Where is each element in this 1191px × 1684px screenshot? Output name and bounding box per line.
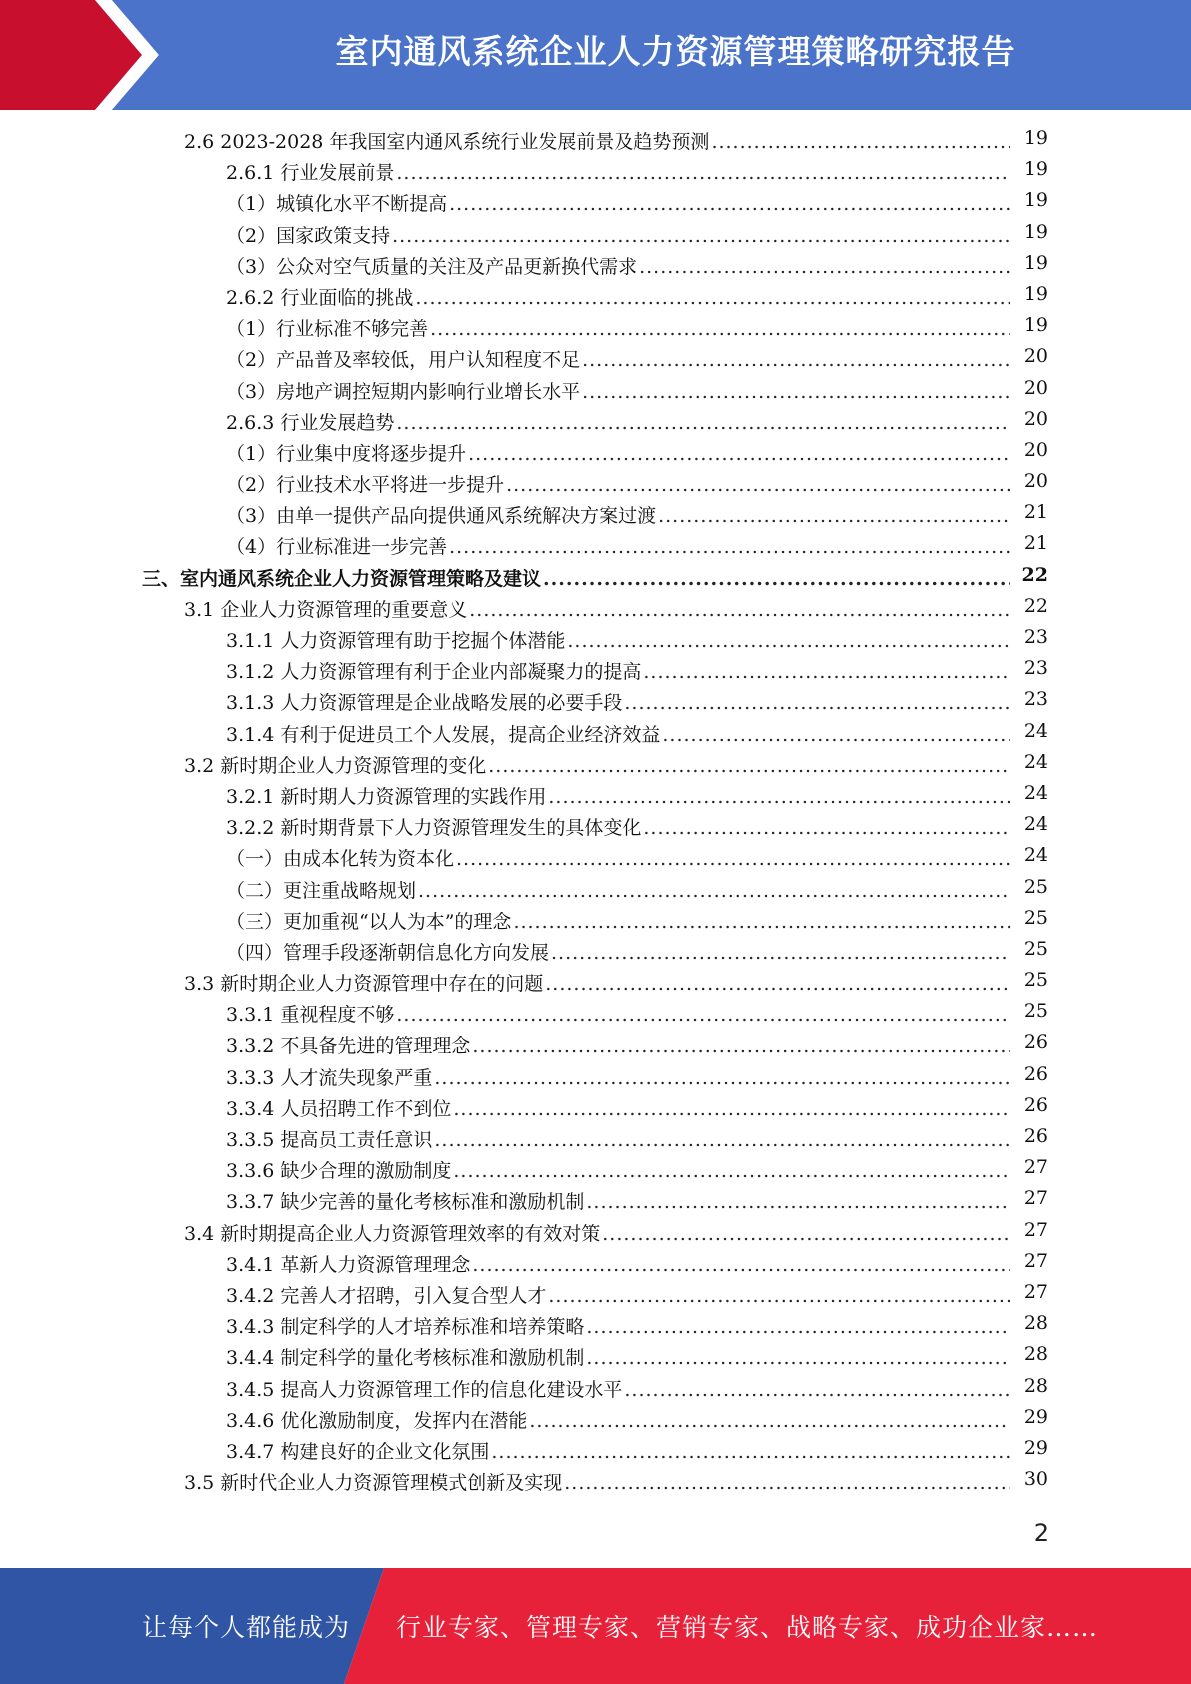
toc-entry[interactable] bbox=[0, 969, 1191, 1000]
toc-entry-label: 3.3.2 不具备先进的管理理念 bbox=[226, 1035, 471, 1058]
toc-entry[interactable] bbox=[0, 595, 1191, 626]
toc-dot-leader bbox=[662, 724, 1045, 746]
toc-dot-leader bbox=[582, 349, 1045, 371]
toc-dot-leader bbox=[545, 973, 1045, 995]
toc-dot-leader bbox=[472, 1035, 1045, 1057]
toc-entry[interactable] bbox=[0, 688, 1191, 719]
toc-entry-page: 24 bbox=[1010, 751, 1048, 773]
toc-entry[interactable] bbox=[0, 439, 1191, 470]
toc-dot-leader bbox=[434, 1129, 1045, 1151]
toc-entry[interactable] bbox=[0, 938, 1191, 969]
toc-entry-page: 20 bbox=[1010, 439, 1048, 461]
toc-entry-page: 25 bbox=[1010, 876, 1048, 898]
toc-entry-label: （1）行业集中度将逐步提升 bbox=[226, 442, 467, 465]
toc-entry[interactable] bbox=[0, 844, 1191, 875]
toc-entry[interactable] bbox=[0, 1219, 1191, 1250]
toc-entry-page: 26 bbox=[1010, 1063, 1048, 1085]
toc-entry-label: （三）更加重视“以人为本”的理念 bbox=[226, 910, 512, 933]
toc-dot-leader bbox=[449, 193, 1045, 215]
toc-entry-label: （2）产品普及率较低，用户认知程度不足 bbox=[226, 349, 581, 372]
toc-entry-label: 3.4.1 革新人力资源管理理念 bbox=[226, 1253, 471, 1276]
toc-entry-page: 23 bbox=[1010, 688, 1048, 710]
toc-entry-page: 22 bbox=[1010, 564, 1048, 586]
toc-dot-leader bbox=[602, 1223, 1045, 1245]
toc-entry[interactable] bbox=[0, 1156, 1191, 1187]
toc-entry-page: 24 bbox=[1010, 720, 1048, 742]
toc-dot-leader bbox=[582, 381, 1045, 403]
toc-entry[interactable] bbox=[0, 158, 1191, 189]
toc-entry-page: 21 bbox=[1010, 501, 1048, 523]
toc-entry-label: 3.3.6 缺少合理的激励制度 bbox=[226, 1160, 452, 1183]
toc-dot-leader bbox=[586, 1347, 1045, 1369]
toc-dot-leader bbox=[415, 287, 1045, 309]
toc-entry-label: 2.6 2023-2028 年我国室内通风系统行业发展前景及趋势预测 bbox=[184, 131, 710, 153]
toc-entry[interactable] bbox=[0, 782, 1191, 813]
toc-entry-label: （二）更注重战略规划 bbox=[226, 879, 417, 902]
toc-entry-label: 3.4.5 提高人力资源管理工作的信息化建设水平 bbox=[226, 1378, 623, 1401]
toc-entry-page: 27 bbox=[1010, 1219, 1048, 1241]
toc-entry-label: 2.6.2 行业面临的挑战 bbox=[226, 286, 414, 309]
toc-entry[interactable] bbox=[0, 1250, 1191, 1281]
footer-slogan-left: 让每个人都能成为 bbox=[142, 1613, 351, 1642]
toc-entry[interactable] bbox=[0, 657, 1191, 688]
toc-entry-page: 28 bbox=[1010, 1375, 1048, 1397]
toc-dot-leader bbox=[430, 318, 1045, 340]
toc-entry-page: 26 bbox=[1010, 1125, 1048, 1147]
toc-dot-leader bbox=[564, 1472, 1045, 1494]
toc-entry[interactable] bbox=[0, 1468, 1191, 1499]
page-header bbox=[0, 0, 1191, 110]
toc-entry[interactable] bbox=[0, 1312, 1191, 1343]
toc-entry[interactable] bbox=[0, 345, 1191, 376]
toc-entry[interactable] bbox=[0, 720, 1191, 751]
toc-entry-page: 28 bbox=[1010, 1343, 1048, 1365]
toc-entry-page: 19 bbox=[1010, 127, 1048, 149]
toc-entry-label: 3.1.2 人力资源管理有利于企业内部凝聚力的提高 bbox=[226, 661, 642, 684]
toc-dot-leader bbox=[418, 880, 1045, 902]
toc-entry-label: 3.3.5 提高员工责任意识 bbox=[226, 1129, 433, 1151]
toc-entry-page: 27 bbox=[1010, 1250, 1048, 1272]
toc-dot-leader bbox=[396, 412, 1045, 434]
table-of-contents bbox=[0, 127, 1191, 1499]
toc-entry[interactable] bbox=[0, 252, 1191, 283]
toc-entry[interactable] bbox=[0, 532, 1191, 563]
toc-entry-page: 19 bbox=[1010, 158, 1048, 180]
toc-entry-page: 24 bbox=[1010, 844, 1048, 866]
toc-dot-leader bbox=[472, 1254, 1045, 1276]
toc-entry-label: 3.4 新时期提高企业人力资源管理效率的有效对策 bbox=[184, 1222, 601, 1245]
toc-entry-page: 19 bbox=[1010, 283, 1048, 305]
toc-entry[interactable] bbox=[0, 501, 1191, 532]
toc-entry-label: 2.6.1 行业发展前景 bbox=[226, 162, 395, 185]
toc-dot-leader bbox=[396, 1004, 1045, 1026]
toc-entry-label: 3.2 新时期企业人力资源管理的变化 bbox=[184, 754, 487, 777]
toc-dot-leader bbox=[491, 1441, 1045, 1463]
toc-entry[interactable] bbox=[0, 1437, 1191, 1468]
toc-entry[interactable] bbox=[0, 1281, 1191, 1312]
toc-entry[interactable] bbox=[0, 1343, 1191, 1374]
toc-entry-label: 3.5 新时代企业人力资源管理模式创新及实现 bbox=[184, 1472, 563, 1495]
toc-entry[interactable] bbox=[0, 907, 1191, 938]
toc-entry[interactable] bbox=[0, 314, 1191, 345]
toc-entry[interactable] bbox=[0, 189, 1191, 220]
toc-dot-leader bbox=[551, 942, 1045, 964]
toc-dot-leader bbox=[469, 599, 1045, 621]
toc-entry[interactable] bbox=[0, 626, 1191, 657]
toc-entry-page: 20 bbox=[1010, 377, 1048, 399]
toc-entry-label: 3.4.6 优化激励制度，发挥内在潜能 bbox=[226, 1409, 528, 1432]
toc-entry-label: 3.4.7 构建良好的企业文化氛围 bbox=[226, 1440, 490, 1463]
header-arrow-decoration bbox=[0, 0, 200, 110]
toc-entry-label: 2.6.3 行业发展趋势 bbox=[226, 411, 395, 434]
toc-entry-page: 19 bbox=[1010, 221, 1048, 243]
toc-entry[interactable] bbox=[0, 1375, 1191, 1406]
toc-entry[interactable] bbox=[0, 564, 1191, 595]
toc-dot-leader bbox=[396, 162, 1045, 184]
toc-entry-label: 3.2.2 新时期背景下人力资源管理发生的具体变化 bbox=[226, 817, 642, 840]
toc-entry-page: 23 bbox=[1010, 657, 1048, 679]
toc-entry[interactable] bbox=[0, 876, 1191, 907]
toc-dot-leader bbox=[643, 817, 1045, 839]
toc-entry[interactable] bbox=[0, 1031, 1191, 1062]
toc-dot-leader bbox=[711, 131, 1045, 153]
page-footer bbox=[0, 1568, 1191, 1684]
toc-dot-leader bbox=[548, 1285, 1045, 1307]
toc-dot-leader bbox=[453, 1160, 1045, 1182]
toc-entry-label: （2）行业技术水平将进一步提升 bbox=[226, 474, 505, 497]
toc-entry-page: 24 bbox=[1010, 813, 1048, 835]
toc-dot-leader bbox=[449, 536, 1045, 558]
toc-dot-leader bbox=[643, 661, 1045, 683]
toc-entry-page: 30 bbox=[1010, 1468, 1048, 1490]
toc-dot-leader bbox=[586, 1316, 1045, 1338]
toc-entry-page: 25 bbox=[1010, 1000, 1048, 1022]
toc-dot-leader bbox=[567, 630, 1045, 652]
toc-entry-label: 3.4.2 完善人才招聘，引入复合型人才 bbox=[226, 1284, 547, 1307]
toc-entry[interactable] bbox=[0, 1094, 1191, 1125]
toc-dot-leader bbox=[529, 1410, 1045, 1432]
toc-dot-leader bbox=[468, 443, 1045, 465]
toc-entry[interactable] bbox=[0, 1063, 1191, 1094]
toc-entry[interactable] bbox=[0, 751, 1191, 782]
report-title: 室内通风系统企业人力资源管理策略研究报告 bbox=[335, 32, 1016, 71]
toc-entry[interactable] bbox=[0, 1000, 1191, 1031]
toc-entry-label: 3.3.3 人才流失现象严重 bbox=[226, 1066, 433, 1089]
toc-entry-label: （1）城镇化水平不断提高 bbox=[226, 193, 448, 216]
toc-entry[interactable] bbox=[0, 1125, 1191, 1156]
toc-entry-label: 3.3 新时期企业人力资源管理中存在的问题 bbox=[184, 973, 544, 996]
toc-entry-label: 三、室内通风系统企业人力资源管理策略及建议 bbox=[142, 567, 542, 590]
toc-entry[interactable] bbox=[0, 127, 1191, 158]
toc-entry-page: 19 bbox=[1010, 314, 1048, 336]
footer-slogan-right: 行业专家、管理专家、营销专家、战略专家、成功企业家…… bbox=[396, 1613, 1099, 1642]
toc-entry-label: （一）由成本化转为资本化 bbox=[226, 848, 455, 871]
toc-entry-label: （4）行业标准进一步完善 bbox=[226, 536, 448, 559]
toc-dot-leader bbox=[624, 1379, 1045, 1401]
toc-entry-label: （1）行业标准不够完善 bbox=[226, 318, 429, 341]
toc-entry[interactable] bbox=[0, 470, 1191, 501]
toc-dot-leader bbox=[543, 568, 1045, 590]
toc-entry-page: 25 bbox=[1010, 907, 1048, 929]
toc-entry[interactable] bbox=[0, 1187, 1191, 1218]
toc-dot-leader bbox=[658, 505, 1045, 527]
toc-dot-leader bbox=[548, 786, 1045, 808]
toc-dot-leader bbox=[392, 225, 1045, 247]
toc-entry-label: 3.2.1 新时期人力资源管理的实践作用 bbox=[226, 785, 547, 808]
toc-entry-page: 29 bbox=[1010, 1406, 1048, 1428]
toc-entry-page: 29 bbox=[1010, 1437, 1048, 1459]
toc-entry[interactable] bbox=[0, 408, 1191, 439]
toc-entry-page: 19 bbox=[1010, 189, 1048, 211]
toc-entry-label: （3）房地产调控短期内影响行业增长水平 bbox=[226, 380, 581, 403]
toc-entry-label: （四）管理手段逐渐朝信息化方向发展 bbox=[226, 941, 550, 964]
toc-entry-page: 24 bbox=[1010, 782, 1048, 804]
toc-entry-page: 25 bbox=[1010, 969, 1048, 991]
toc-entry-page: 28 bbox=[1010, 1312, 1048, 1334]
toc-entry-label: （3）公众对空气质量的关注及产品更新换代需求 bbox=[226, 255, 638, 278]
toc-entry-page: 20 bbox=[1010, 408, 1048, 430]
toc-entry-page: 26 bbox=[1010, 1094, 1048, 1116]
toc-dot-leader bbox=[513, 911, 1045, 933]
toc-dot-leader bbox=[488, 755, 1045, 777]
toc-entry-label: 3.1.3 人力资源管理是企业战略发展的必要手段 bbox=[226, 692, 623, 715]
toc-entry-page: 22 bbox=[1010, 595, 1048, 617]
toc-entry-label: 3.1 企业人力资源管理的重要意义 bbox=[184, 598, 468, 621]
toc-dot-leader bbox=[456, 848, 1045, 870]
toc-entry-label: （3）由单一提供产品向提供通风系统解决方案过渡 bbox=[226, 505, 657, 528]
toc-entry-page: 25 bbox=[1010, 938, 1048, 960]
toc-entry-page: 27 bbox=[1010, 1156, 1048, 1178]
toc-entry[interactable] bbox=[0, 813, 1191, 844]
toc-entry-label: 3.3.4 人员招聘工作不到位 bbox=[226, 1097, 452, 1120]
toc-entry-label: 3.3.7 缺少完善的量化考核标准和激励机制 bbox=[226, 1191, 585, 1214]
toc-entry-page: 26 bbox=[1010, 1031, 1048, 1053]
toc-entry-page: 20 bbox=[1010, 470, 1048, 492]
toc-entry-label: 3.3.1 重视程度不够 bbox=[226, 1004, 395, 1027]
toc-entry-page: 21 bbox=[1010, 532, 1048, 554]
toc-entry[interactable] bbox=[0, 221, 1191, 252]
page-number: 2 bbox=[1033, 1519, 1049, 1547]
toc-entry-label: 3.1.4 有利于促进员工个人发展，提高企业经济效益 bbox=[226, 723, 661, 746]
toc-entry-page: 20 bbox=[1010, 345, 1048, 367]
toc-entry-page: 27 bbox=[1010, 1187, 1048, 1209]
toc-dot-leader bbox=[639, 256, 1045, 278]
toc-entry-label: 3.4.3 制定科学的人才培养标准和培养策略 bbox=[226, 1316, 585, 1339]
toc-entry[interactable] bbox=[0, 377, 1191, 408]
toc-entry-page: 19 bbox=[1010, 252, 1048, 274]
toc-entry-label: （2）国家政策支持 bbox=[226, 224, 391, 247]
toc-dot-leader bbox=[434, 1067, 1045, 1089]
toc-entry[interactable] bbox=[0, 283, 1191, 314]
toc-entry-label: 3.1.1 人力资源管理有助于挖掘个体潜能 bbox=[226, 630, 566, 652]
toc-dot-leader bbox=[624, 692, 1045, 714]
toc-entry-page: 23 bbox=[1010, 626, 1048, 648]
toc-dot-leader bbox=[453, 1098, 1045, 1120]
toc-entry-page: 27 bbox=[1010, 1281, 1048, 1303]
toc-entry[interactable] bbox=[0, 1406, 1191, 1437]
toc-dot-leader bbox=[586, 1191, 1045, 1213]
toc-dot-leader bbox=[506, 474, 1045, 496]
toc-entry-label: 3.4.4 制定科学的量化考核标准和激励机制 bbox=[226, 1347, 585, 1370]
